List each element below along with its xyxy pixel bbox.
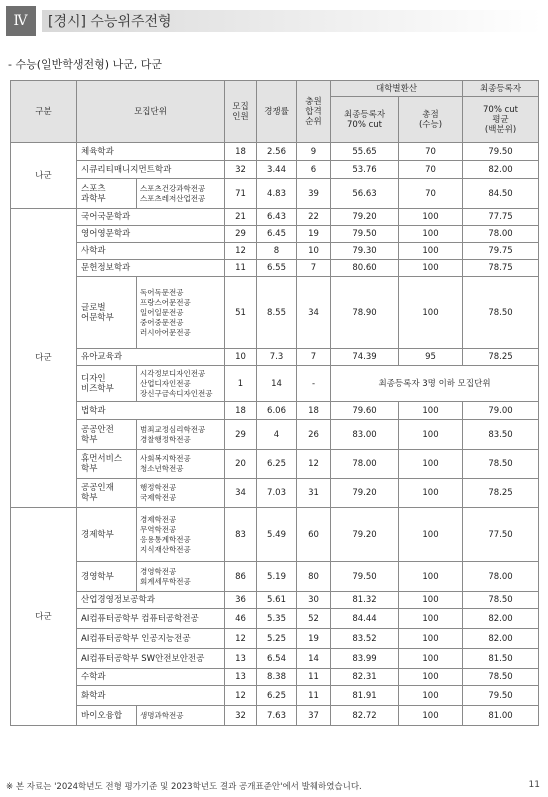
table-row xyxy=(11,706,539,726)
total-cell: 100 xyxy=(399,402,463,420)
table-subtitle: - 수능(일반학생전형) 나군, 다군 xyxy=(8,58,163,71)
cut70-cell: 82.72 xyxy=(331,706,399,726)
waitlist-cell: 10 xyxy=(297,243,331,260)
total-cell: 100 xyxy=(399,562,463,592)
cut70-cell: 78.90 xyxy=(331,277,399,349)
total-cell: 95 xyxy=(399,349,463,366)
waitlist-cell: 60 xyxy=(297,508,331,562)
header-unit: 모집단위 xyxy=(77,81,225,143)
percentile-cell: 78.25 xyxy=(463,349,539,366)
total-cell: 100 xyxy=(399,686,463,706)
competition-cell: 7.3 xyxy=(257,349,297,366)
competition-cell: 6.43 xyxy=(257,209,297,226)
competition-cell: 8.38 xyxy=(257,669,297,686)
table-header xyxy=(11,81,539,143)
unit-name: 유아교육과 xyxy=(77,349,225,366)
table-row xyxy=(11,629,539,649)
waitlist-cell: 30 xyxy=(297,592,331,609)
percentile-cell: 78.00 xyxy=(463,226,539,243)
competition-cell: 7.63 xyxy=(257,706,297,726)
competition-cell: 5.35 xyxy=(257,609,297,629)
quota-cell: 86 xyxy=(225,562,257,592)
unit-name: 휴먼서비스 학부 xyxy=(77,450,137,479)
waitlist-cell: 6 xyxy=(297,161,331,179)
header-final-registrant: 최종등록자 xyxy=(463,81,539,97)
unit-name: 국어국문학과 xyxy=(77,209,225,226)
waitlist-cell: 7 xyxy=(297,349,331,366)
total-cell: 100 xyxy=(399,260,463,277)
percentile-cell: 78.50 xyxy=(463,277,539,349)
header-final-70cut: 최종등록자 70% cut xyxy=(331,97,399,143)
unit-majors: 독어독문전공 프랑스어문전공 일어일문전공 중어중문전공 러시아어문전공 xyxy=(137,277,225,349)
quota-cell: 46 xyxy=(225,609,257,629)
table-row xyxy=(11,479,539,508)
header-competition: 경쟁률 xyxy=(257,81,297,143)
competition-cell: 4 xyxy=(257,420,297,450)
unit-name: 시큐리티매니지먼트학과 xyxy=(77,161,225,179)
competition-cell: 6.55 xyxy=(257,260,297,277)
cut70-cell: 79.20 xyxy=(331,479,399,508)
competition-cell: 5.49 xyxy=(257,508,297,562)
quota-cell: 29 xyxy=(225,420,257,450)
quota-cell: 34 xyxy=(225,479,257,508)
percentile-cell: 82.00 xyxy=(463,161,539,179)
competition-cell: 5.19 xyxy=(257,562,297,592)
total-cell: 100 xyxy=(399,479,463,508)
unit-name: AI컴퓨터공학부 인공지능전공 xyxy=(77,629,225,649)
unit-name: 디자인 비즈학부 xyxy=(77,366,137,402)
header-70cut-avg: 70% cut 평균 (백분위) xyxy=(463,97,539,143)
unit-name: 바이오융합 xyxy=(77,706,137,726)
waitlist-cell: - xyxy=(297,366,331,402)
total-cell: 100 xyxy=(399,243,463,260)
unit-majors: 스포츠건강과학전공 스포츠레저산업전공 xyxy=(137,179,225,209)
cut70-cell: 81.91 xyxy=(331,686,399,706)
competition-cell: 6.45 xyxy=(257,226,297,243)
unit-name: 공공인재 학부 xyxy=(77,479,137,508)
unit-name: 스포츠 과학부 xyxy=(77,179,137,209)
table-row xyxy=(11,508,539,562)
unit-majors: 사회복지학전공 청소년학전공 xyxy=(137,450,225,479)
total-cell: 70 xyxy=(399,161,463,179)
cut70-cell: 79.60 xyxy=(331,402,399,420)
percentile-cell: 79.75 xyxy=(463,243,539,260)
competition-cell: 8 xyxy=(257,243,297,260)
percentile-cell: 84.50 xyxy=(463,179,539,209)
table-row xyxy=(11,349,539,366)
table-row xyxy=(11,143,539,161)
competition-cell: 5.25 xyxy=(257,629,297,649)
waitlist-cell: 11 xyxy=(297,686,331,706)
competition-cell: 14 xyxy=(257,366,297,402)
percentile-cell: 79.00 xyxy=(463,402,539,420)
percentile-cell: 83.50 xyxy=(463,420,539,450)
section-title: [경시] 수능위주전형 xyxy=(48,14,172,30)
total-cell: 100 xyxy=(399,508,463,562)
table-row xyxy=(11,260,539,277)
waitlist-cell: 18 xyxy=(297,402,331,420)
quota-cell: 83 xyxy=(225,508,257,562)
table-row xyxy=(11,161,539,179)
percentile-cell: 82.00 xyxy=(463,609,539,629)
header-group: 구분 xyxy=(11,81,77,143)
total-cell: 100 xyxy=(399,277,463,349)
table-row xyxy=(11,420,539,450)
quota-cell: 12 xyxy=(225,686,257,706)
waitlist-cell: 7 xyxy=(297,260,331,277)
quota-cell: 13 xyxy=(225,669,257,686)
section-header xyxy=(6,6,542,36)
competition-cell: 4.83 xyxy=(257,179,297,209)
table-body xyxy=(11,143,539,726)
page-number: 11 xyxy=(528,780,540,790)
unit-name: 산업경영정보공학과 xyxy=(77,592,225,609)
cut70-cell: 84.44 xyxy=(331,609,399,629)
competition-cell: 6.54 xyxy=(257,649,297,669)
waitlist-cell: 19 xyxy=(297,629,331,649)
unit-majors: 경제학전공 무역학전공 응용통계학전공 지식재산학전공 xyxy=(137,508,225,562)
cut70-cell: 79.30 xyxy=(331,243,399,260)
total-cell: 100 xyxy=(399,592,463,609)
waitlist-cell: 22 xyxy=(297,209,331,226)
unit-majors: 생명과학전공 xyxy=(137,706,225,726)
unit-name: 경제학부 xyxy=(77,508,137,562)
competition-cell: 6.25 xyxy=(257,686,297,706)
quota-cell: 12 xyxy=(225,629,257,649)
unit-name: 영어영문학과 xyxy=(77,226,225,243)
table-row xyxy=(11,562,539,592)
total-cell: 100 xyxy=(399,629,463,649)
unit-name: 체육학과 xyxy=(77,143,225,161)
group-label: 나군 xyxy=(11,143,77,209)
percentile-cell: 77.75 xyxy=(463,209,539,226)
table-row xyxy=(11,669,539,686)
total-cell: 100 xyxy=(399,226,463,243)
competition-cell: 3.44 xyxy=(257,161,297,179)
note-cell: 최종등록자 3명 이하 모집단위 xyxy=(331,366,539,402)
cut70-cell: 56.63 xyxy=(331,179,399,209)
percentile-cell: 78.50 xyxy=(463,592,539,609)
quota-cell: 32 xyxy=(225,161,257,179)
percentile-cell: 78.00 xyxy=(463,562,539,592)
table-row xyxy=(11,179,539,209)
footnote: ※ 본 자료는 '2024학년도 전형 평가기준 및 2023학년도 결과 공개표준안'에서 발췌하였습니다. xyxy=(6,782,362,792)
percentile-cell: 78.25 xyxy=(463,479,539,508)
quota-cell: 11 xyxy=(225,260,257,277)
competition-cell: 6.06 xyxy=(257,402,297,420)
quota-cell: 32 xyxy=(225,706,257,726)
group-label: 다군 xyxy=(11,209,77,508)
quota-cell: 18 xyxy=(225,143,257,161)
table-row xyxy=(11,277,539,349)
waitlist-cell: 39 xyxy=(297,179,331,209)
quota-cell: 29 xyxy=(225,226,257,243)
quota-cell: 21 xyxy=(225,209,257,226)
competition-cell: 2.56 xyxy=(257,143,297,161)
unit-name: 경영학부 xyxy=(77,562,137,592)
total-cell: 70 xyxy=(399,179,463,209)
header-univ-score: 대학별환산 xyxy=(331,81,463,97)
quota-cell: 13 xyxy=(225,649,257,669)
table-row xyxy=(11,649,539,669)
competition-cell: 8.55 xyxy=(257,277,297,349)
unit-name: 화학과 xyxy=(77,686,225,706)
total-cell: 100 xyxy=(399,450,463,479)
percentile-cell: 79.50 xyxy=(463,143,539,161)
table-row xyxy=(11,226,539,243)
cut70-cell: 79.50 xyxy=(331,562,399,592)
unit-name: 글로벌 어문학부 xyxy=(77,277,137,349)
percentile-cell: 78.50 xyxy=(463,450,539,479)
percentile-cell: 79.50 xyxy=(463,686,539,706)
unit-name: 공공안전 학부 xyxy=(77,420,137,450)
waitlist-cell: 52 xyxy=(297,609,331,629)
cut70-cell: 53.76 xyxy=(331,161,399,179)
unit-majors: 행정학전공 국제학전공 xyxy=(137,479,225,508)
table-row xyxy=(11,243,539,260)
quota-cell: 1 xyxy=(225,366,257,402)
table-row xyxy=(11,366,539,402)
total-cell: 100 xyxy=(399,669,463,686)
competition-cell: 5.61 xyxy=(257,592,297,609)
table-row xyxy=(11,686,539,706)
quota-cell: 12 xyxy=(225,243,257,260)
total-cell: 100 xyxy=(399,209,463,226)
table-row xyxy=(11,609,539,629)
quota-cell: 71 xyxy=(225,179,257,209)
waitlist-cell: 80 xyxy=(297,562,331,592)
table-row xyxy=(11,209,539,226)
table-row xyxy=(11,450,539,479)
cut70-cell: 81.32 xyxy=(331,592,399,609)
quota-cell: 20 xyxy=(225,450,257,479)
section-number: Ⅳ xyxy=(6,6,36,36)
unit-name: AI컴퓨터공학부 컴퓨터공학전공 xyxy=(77,609,225,629)
total-cell: 100 xyxy=(399,649,463,669)
quota-cell: 10 xyxy=(225,349,257,366)
admission-results-table xyxy=(10,80,539,726)
table-row xyxy=(11,592,539,609)
cut70-cell: 83.52 xyxy=(331,629,399,649)
percentile-cell: 77.50 xyxy=(463,508,539,562)
waitlist-cell: 9 xyxy=(297,143,331,161)
header-waitlist: 충원 합격 순위 xyxy=(297,81,331,143)
header-total: 총점 (수능) xyxy=(399,97,463,143)
cut70-cell: 83.00 xyxy=(331,420,399,450)
unit-majors: 시각정보디자인전공 산업디자인전공 장신구금속디자인전공 xyxy=(137,366,225,402)
total-cell: 100 xyxy=(399,609,463,629)
waitlist-cell: 31 xyxy=(297,479,331,508)
group-label: 다군 xyxy=(11,508,77,726)
cut70-cell: 82.31 xyxy=(331,669,399,686)
quota-cell: 51 xyxy=(225,277,257,349)
unit-majors: 범죄교정심리학전공 경찰행정학전공 xyxy=(137,420,225,450)
total-cell: 100 xyxy=(399,420,463,450)
percentile-cell: 81.00 xyxy=(463,706,539,726)
percentile-cell: 78.75 xyxy=(463,260,539,277)
waitlist-cell: 34 xyxy=(297,277,331,349)
cut70-cell: 79.20 xyxy=(331,209,399,226)
waitlist-cell: 14 xyxy=(297,649,331,669)
total-cell: 70 xyxy=(399,143,463,161)
unit-name: 수학과 xyxy=(77,669,225,686)
header-quota: 모집 인원 xyxy=(225,81,257,143)
cut70-cell: 55.65 xyxy=(331,143,399,161)
competition-cell: 6.25 xyxy=(257,450,297,479)
unit-majors: 경영학전공 회계세무학전공 xyxy=(137,562,225,592)
unit-name: AI컴퓨터공학부 SW안전보안전공 xyxy=(77,649,225,669)
table-row xyxy=(11,402,539,420)
quota-cell: 36 xyxy=(225,592,257,609)
unit-name: 법학과 xyxy=(77,402,225,420)
waitlist-cell: 12 xyxy=(297,450,331,479)
cut70-cell: 78.00 xyxy=(331,450,399,479)
cut70-cell: 80.60 xyxy=(331,260,399,277)
cut70-cell: 79.20 xyxy=(331,508,399,562)
cut70-cell: 83.99 xyxy=(331,649,399,669)
waitlist-cell: 19 xyxy=(297,226,331,243)
unit-name: 사학과 xyxy=(77,243,225,260)
percentile-cell: 81.50 xyxy=(463,649,539,669)
percentile-cell: 78.50 xyxy=(463,669,539,686)
waitlist-cell: 11 xyxy=(297,669,331,686)
quota-cell: 18 xyxy=(225,402,257,420)
percentile-cell: 82.00 xyxy=(463,629,539,649)
cut70-cell: 74.39 xyxy=(331,349,399,366)
unit-name: 문헌정보학과 xyxy=(77,260,225,277)
waitlist-cell: 26 xyxy=(297,420,331,450)
competition-cell: 7.03 xyxy=(257,479,297,508)
waitlist-cell: 37 xyxy=(297,706,331,726)
cut70-cell: 79.50 xyxy=(331,226,399,243)
total-cell: 100 xyxy=(399,706,463,726)
